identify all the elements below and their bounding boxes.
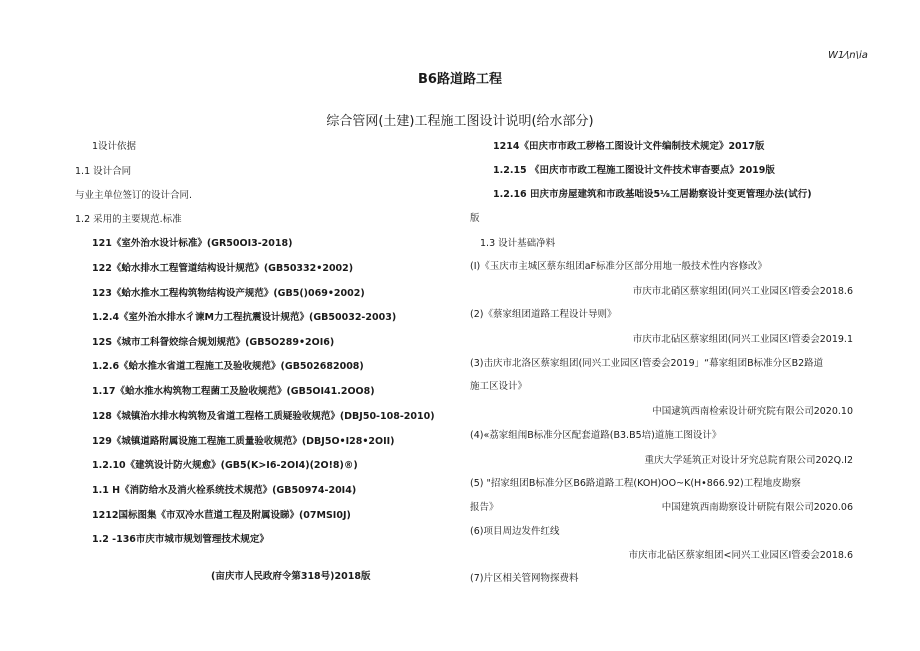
left-line-3: 与业主单位签订的设计合同.	[75, 190, 193, 201]
left-line-15: 1.1 H《消防给水及消火栓系统技术规范》(GB50974-20I4)	[92, 485, 357, 496]
left-line-17: 1.2 -136市庆市城市规划管理技术规定》	[92, 534, 269, 545]
right-line-17: 中国建筑西南勘察设计研院有限公司2020.06	[661, 502, 853, 513]
right-line-9: 市庆市北砧区蔡家组团(同兴工业园区I管委会2019.1	[632, 334, 853, 345]
document-title: B6路道路工程	[418, 72, 502, 87]
right-line-7: 市庆市北硝区蔡家组团(同兴工业园区I管委会2018.6	[632, 286, 853, 297]
right-line-4: 版	[470, 213, 480, 224]
right-line-16: 报告》	[470, 502, 499, 513]
left-line-2: 1.1 设计合同	[75, 166, 132, 177]
right-line-18: (6)项目周边发件红线	[470, 526, 560, 537]
left-line-7: 123《蛤水推水工程构筑物结构设产规范》(GB5()069•2002)	[92, 288, 365, 299]
right-line-3: 1.2.16 田庆市房屋建筑和市政基咄设5⅛工居勘察设计变更管理办法(试行)	[493, 189, 812, 200]
left-line-11: 1.17《蛤水推水构筑物工程菌工及脸收规范》(GB5OI41.2OO8)	[92, 386, 375, 397]
corner-mark: W1⁄\n\ia	[828, 50, 868, 61]
right-line-6: (I)《玉庆市主城区蔡东组团aF标准分区部分用地一般技术性内容修改》	[470, 261, 768, 272]
left-line-12: 128《城镇治水排水构筑物及省道工程格工质疑验收规范》(DBJ50-108-2010)	[92, 411, 435, 422]
right-line-1: 1214《田庆市市政工秽格工图设计文件编制技术规定》2017版	[493, 141, 765, 152]
right-line-13: (4)«荔家组闱B标准分区配套道路(B3.B5培)道施工图设计》	[470, 430, 722, 441]
left-line-10: 1.2.6《蛤水推水省道工程施工及验收规范》(GB502682008)	[92, 361, 364, 372]
left-line-4: 1.2 采用的主要规范.标准	[75, 214, 182, 225]
right-line-2: 1.2.15 《田庆市市政工程施工图设计文件技术审杳要点》2019版	[493, 165, 775, 176]
left-line-6: 122《蛤水排水工程管道结构设计规范》(GB50332•2002)	[92, 263, 354, 274]
right-line-8: (2)《蔡家组团道路工程设计导则》	[470, 309, 617, 320]
right-line-14: 重庆大学延筑正对设计牙究总院育限公司202Q.I2	[644, 455, 853, 466]
left-line-13: 129《城镇道路附属设施工程施工质量验收规范》(DBJ5O•I28•2OII)	[92, 436, 395, 447]
left-line-16: 1212国标图集《市双冷水苣道工程及附属设睇》(07MSI0J)	[92, 510, 351, 521]
right-line-20: (7)片区相关管网物探费料	[470, 573, 579, 584]
document-subtitle: 综合管网(土建)工程施工图设计说明(给水部分)	[326, 114, 594, 129]
right-line-10: (3)击庆市北洛区蔡家组团(同兴工业园区I管委会2019」“幕家组团B标准分区B2路道	[470, 358, 824, 369]
left-line-9: 12S《城市工科眢姣综合规划规范》(GB5O289•2OI6)	[92, 337, 335, 348]
left-line-5: 121《室外治水设计标准》(GR50OI3-2018)	[92, 238, 293, 249]
right-line-5: 1.3 设计基础净料	[480, 238, 556, 249]
left-line-18: (亩庆市人民政府令第318号)2018版	[211, 571, 371, 582]
right-line-15: (5) "招家组团B标准分区B6路道路工程(KOH)OO~K(H•866.92)工程地皮勘察	[470, 478, 801, 489]
right-line-12: 中国逮筑西南检索设计研究院有限公司2020.10	[652, 406, 853, 417]
right-line-11: 施工区设计》	[470, 381, 528, 392]
left-line-1: 1设计依据	[92, 141, 137, 152]
right-line-19: 市庆市北砧区蔡家组团<同兴工业园区I管委会2018.6	[628, 550, 853, 561]
left-line-8: 1.2.4《室外治水排水彳谏M力工程抗震设计规范》(GB50032-2003)	[92, 312, 397, 323]
left-line-14: 1.2.10《建筑设计防火规愈》(GB5(K>I6-2OI4)(2O!8)®)	[92, 460, 358, 471]
